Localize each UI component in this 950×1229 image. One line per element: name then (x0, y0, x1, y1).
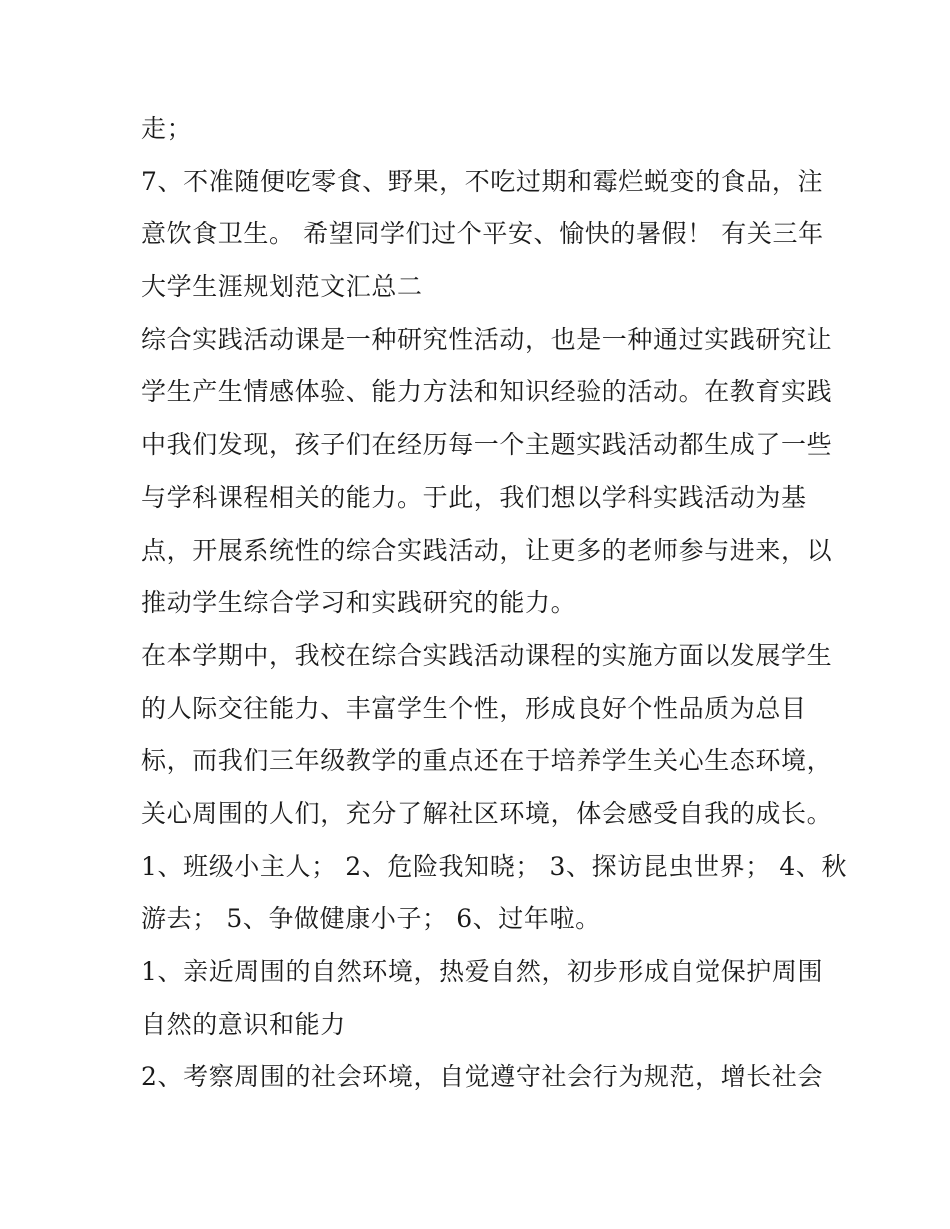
text-line: 关心周围的人们，充分了解社区环境，体会感受自我的成长。 (141, 798, 833, 828)
text-line: 推动学生综合学习和实践研究的能力。 (141, 588, 577, 618)
text-line: 7、不准随便吃零食、野果，不吃过期和霉烂蜕变的食品，注 (141, 166, 824, 196)
text-line: 标，而我们三年级教学的重点还在于培养学生关心生态环境， (141, 746, 833, 776)
text-line: 在本学期中，我校在综合实践活动课程的实施方面以发展学生 (141, 640, 833, 670)
text-line: 学生产生情感体验、能力方法和知识经验的活动。在教育实践 (141, 377, 833, 407)
text-line: 大学生涯规划范文汇总二 (141, 272, 423, 302)
text-line: 1、班级小主人； 2、危险我知晓； 3、探访昆虫世界； 4、秋 (141, 851, 848, 881)
text-line: 点，开展系统性的综合实践活动，让更多的老师参与进来，以 (141, 535, 833, 565)
text-line: 综合实践活动课是一种研究性活动，也是一种通过实践研究让 (141, 324, 833, 354)
text-line: 中我们发现，孩子们在经历每一个主题实践活动都生成了一些 (141, 430, 833, 460)
text-line: 意饮食卫生。 希望同学们过个平安、愉快的暑假！ 有关三年 (141, 219, 824, 249)
text-line: 1、亲近周围的自然环境，热爱自然，初步形成自觉保护周围 (141, 957, 824, 986)
text-line: 2、考察周围的社会环境，自觉遵守社会行为规范，增长社会 (141, 1062, 824, 1092)
text-line: 与学科课程相关的能力。于此，我们想以学科实践活动为基 (141, 482, 807, 512)
text-line: 的人际交往能力、丰富学生个性，形成良好个性品质为总目 (141, 693, 807, 723)
text-line: 自然的意识和能力 (141, 1009, 346, 1039)
text-line: 走； (141, 114, 193, 143)
text-line: 游去； 5、争做健康小子； 6、过年啦。 (141, 904, 601, 934)
document-body (141, 103, 848, 1104)
